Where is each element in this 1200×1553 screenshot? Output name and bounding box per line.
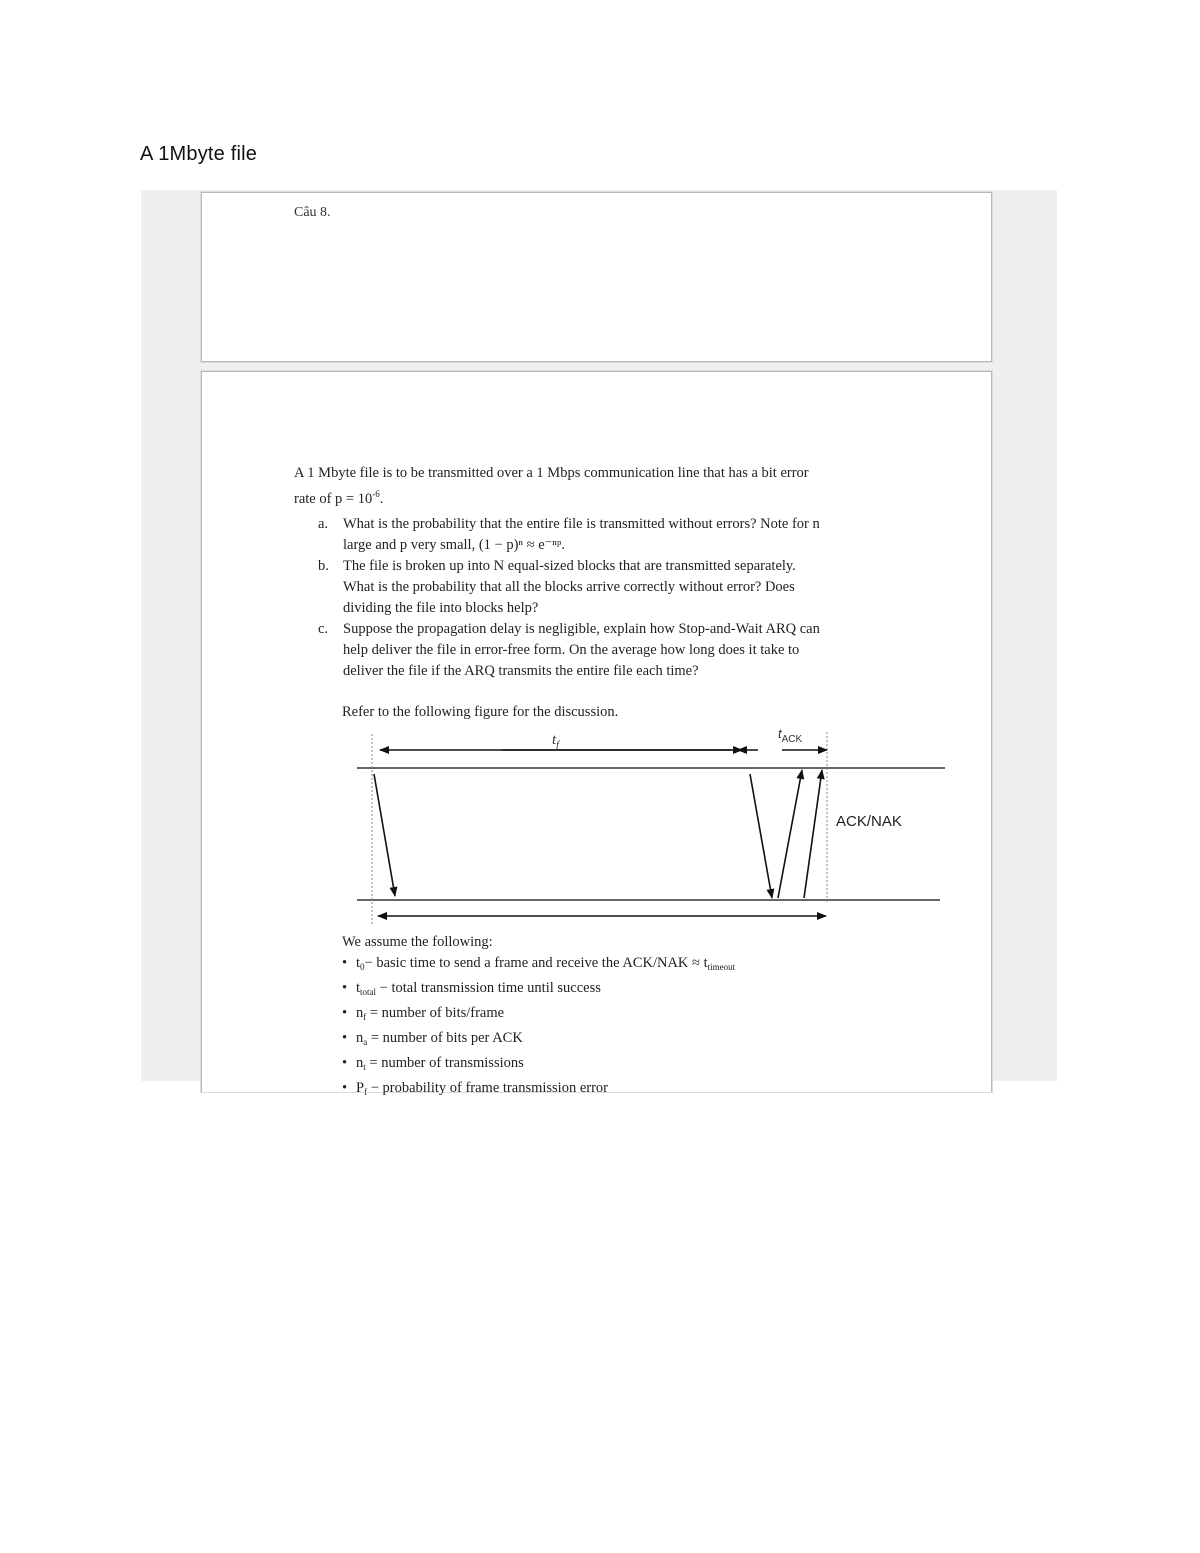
problem-intro-line2: rate of $p = 10^{-6}$. — [294, 489, 384, 507]
item-label: c. — [318, 621, 329, 637]
item-label: a. — [318, 516, 329, 532]
assumptions-list — [342, 953, 735, 1103]
question-number: Câu 8. — [294, 205, 331, 220]
item-c-line3: deliver the file if the ARQ transmits the entire file each time? — [343, 663, 699, 679]
item-c-line1: Suppose the propagation delay is negligible, explain how Stop-and-Wait ARQ can — [343, 621, 820, 637]
frame-arrow-last — [750, 774, 772, 898]
list-item: • $n_a$ = number of bits per ACK — [342, 1028, 735, 1053]
problem-intro-line1: A 1 Mbyte file is to be transmitted over a 1 Mbps communication line that has a bit error — [294, 465, 809, 481]
assumptions-heading: We assume the following: — [342, 934, 493, 950]
question-header-panel — [201, 192, 992, 362]
page-title: A 1Mbyte file — [140, 143, 258, 165]
frame-arrow — [374, 774, 395, 896]
tf-label: $t_f$ — [552, 732, 559, 751]
item-b-line2: What is the probability that all the blocks arrive correctly without error? Does — [343, 579, 795, 595]
item-a-line2: large and p very small, (1 − p)ⁿ ≈ e⁻ⁿᵖ. — [343, 537, 565, 553]
item-a-line1: What is the probability that the entire file is transmitted without errors? Note for n — [343, 516, 820, 532]
ack-nak-label: ACK/NAK — [836, 813, 902, 830]
list-item: • $t_0-$ basic time to send a frame and receive the $ACK/NAK \approx t_{timeout}$ — [342, 953, 735, 978]
figure-intro: Refer to the following figure for the discussion. — [342, 704, 619, 720]
list-item: • $n_t$ = number of transmissions — [342, 1053, 735, 1078]
guide-lines — [372, 732, 827, 924]
list-item: • $P_f$ − probability of frame transmission error — [342, 1078, 735, 1103]
item-b-line3: dividing the file into blocks help? — [343, 600, 539, 616]
stop-and-wait-diagram — [202, 372, 991, 932]
question-body-panel — [201, 371, 992, 1097]
list-item: • $t_{total}$ − total transmission time until success — [342, 978, 735, 1003]
embedded-screenshot — [141, 190, 1057, 1097]
list-item: • $n_f$ = number of bits/frame — [342, 1003, 735, 1028]
item-label: b. — [318, 558, 329, 574]
ack-arrows — [778, 770, 822, 898]
item-c-line2: help deliver the file in error-free form. On the average how long does it take to — [343, 642, 800, 658]
tack-label: $t_{ACK}$ — [778, 726, 803, 745]
error-rate-exponent: -6 — [372, 489, 380, 499]
item-b-line1: The file is broken up into N equal-sized blocks that are transmitted separately. — [343, 558, 796, 574]
assumptions-block — [342, 932, 735, 1103]
